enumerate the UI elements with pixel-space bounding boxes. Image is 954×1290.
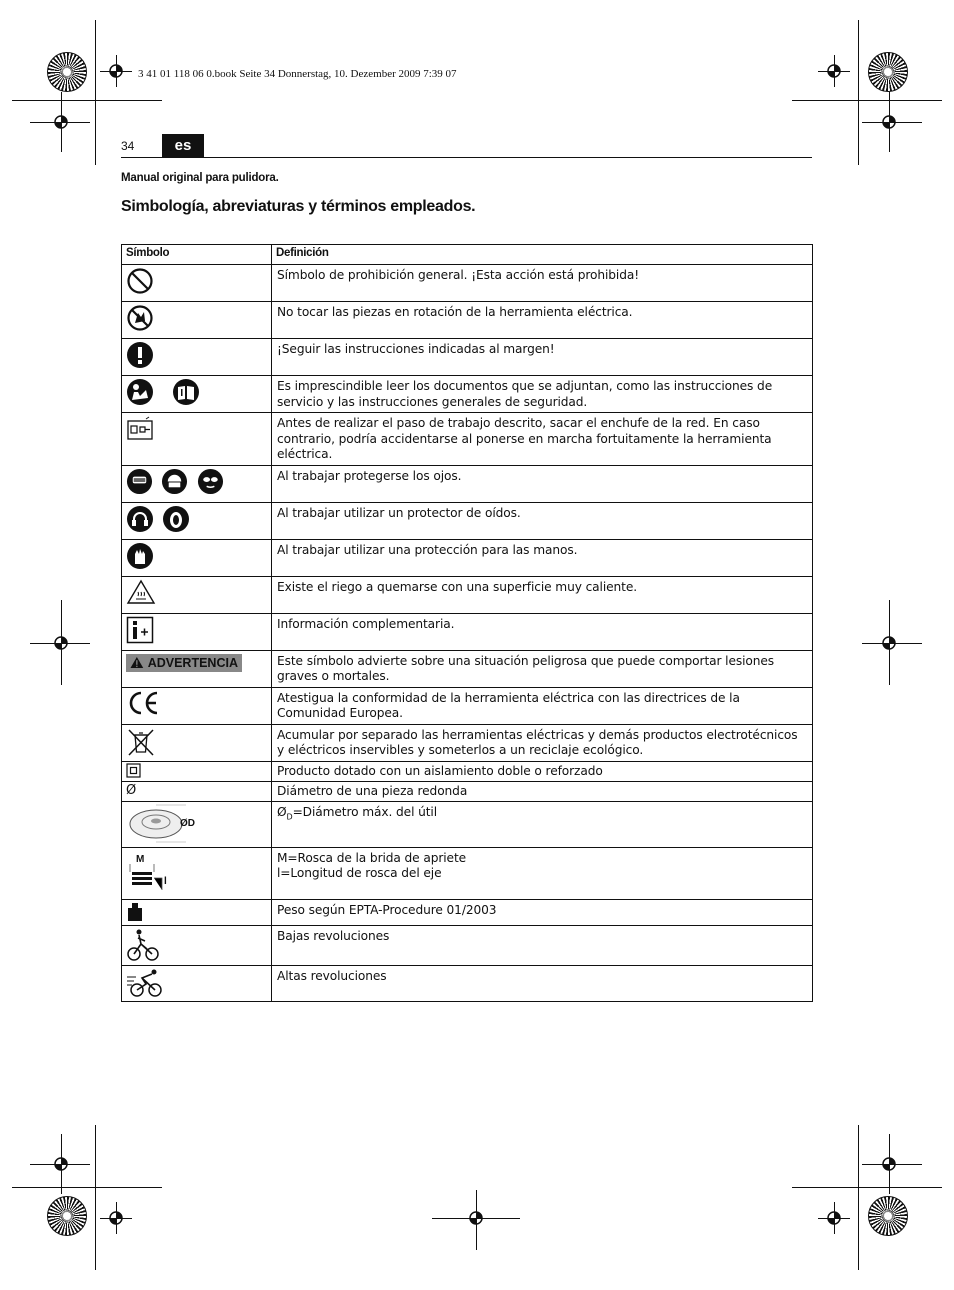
table-row (122, 650, 813, 687)
definition-cell: Atestigua la conformidad de la herramienta eléctrica con las directrices de la Comunidad Europea. (272, 687, 813, 724)
definition-line: l=Longitud de rosca del eje (277, 866, 442, 880)
symbol-cell (122, 576, 272, 613)
column-header-symbol: Símbolo (122, 245, 272, 265)
definition-cell: Peso según EPTA-Procedure 01/2003 (272, 899, 813, 925)
symbol-cell (122, 265, 272, 302)
symbol-cell (122, 302, 272, 339)
table-row (122, 687, 813, 724)
info-icon (126, 616, 154, 644)
symbol-cell (122, 650, 272, 687)
header-rule (121, 157, 812, 158)
table-row (122, 761, 813, 781)
table-row (122, 302, 813, 339)
table-header-row (122, 245, 813, 265)
disc-diameter-label: ØD (180, 817, 195, 829)
definition-cell: Antes de realizar el paso de trabajo descrito, sacar el enchufe de la red. En caso contrario, podría accidentarse al ponerse en marcha fortuitamente la herramienta eléctrica. (272, 413, 813, 466)
bicycle-fast-icon (126, 968, 164, 998)
symbol-cell (122, 687, 272, 724)
definition-cell (272, 847, 813, 899)
table-row (122, 539, 813, 576)
manual-subtitle: Manual original para pulidora. (121, 172, 279, 184)
weight-icon (126, 902, 144, 922)
symbol-cell (122, 465, 272, 502)
definition-cell: Existe el riego a quemarse con una superficie muy caliente. (272, 576, 813, 613)
manual-book-icon (172, 378, 200, 406)
bicycle-slow-icon (126, 928, 160, 962)
face-shield-icon (126, 468, 153, 495)
definition-cell: Este símbolo advierte sobre una situación peligrosa que puede comportar lesiones graves o mortales. (272, 650, 813, 687)
prohibition-icon (126, 267, 154, 295)
symbol-cell (122, 376, 272, 413)
do-not-touch-rotating-icon (126, 304, 154, 332)
diameter-rest: =Diámetro máx. del útil (292, 804, 438, 819)
table-row (122, 781, 813, 801)
definition-cell: Diámetro de una pieza redonda (272, 781, 813, 801)
diameter-prefix: Ø (277, 804, 287, 819)
symbol-cell (122, 801, 272, 847)
symbol-cell (122, 761, 272, 781)
definition-cell: Al trabajar utilizar un protector de oídos. (272, 502, 813, 539)
definition-cell: ¡Seguir las instrucciones indicadas al margen! (272, 339, 813, 376)
table-row (122, 801, 813, 847)
hot-surface-warning-icon (126, 579, 156, 605)
definition-cell: Bajas revoluciones (272, 925, 813, 965)
table-row (122, 965, 813, 1001)
warning-badge (126, 654, 242, 672)
read-manual-icon (126, 378, 154, 406)
table-row (122, 576, 813, 613)
warning-triangle-icon (130, 656, 144, 669)
unplug-icon (126, 415, 154, 441)
ear-muff-icon (162, 505, 190, 533)
language-tab: es (162, 134, 204, 157)
double-insulation-icon (126, 763, 141, 778)
symbol-cell (122, 899, 272, 925)
symbols-table (121, 244, 813, 1002)
thread-m-label: M (136, 853, 145, 865)
table-row (122, 339, 813, 376)
definition-cell (272, 801, 813, 847)
symbol-cell (122, 965, 272, 1001)
definition-cell: Información complementaria. (272, 613, 813, 650)
symbol-cell (122, 925, 272, 965)
symbol-cell (122, 339, 272, 376)
table-row (122, 899, 813, 925)
column-header-definition: Definición (272, 245, 813, 265)
definition-cell: Es imprescindible leer los documentos que se adjuntan, como las instrucciones de servicio y las instrucciones generales de seguridad. (272, 376, 813, 413)
table-row (122, 413, 813, 466)
page-number: 34 (121, 139, 135, 153)
symbol-cell (122, 539, 272, 576)
symbol-cell (122, 613, 272, 650)
thread-l-label: l (164, 875, 167, 887)
table-row (122, 847, 813, 899)
helmet-visor-icon (161, 468, 188, 495)
ear-protection-icon (126, 505, 154, 533)
weee-bin-icon (126, 727, 156, 757)
definition-cell: Acumular por separado las herramientas eléctricas y demás productos electrotécnicos y eléctricos inservibles y someterlos a un reciclaje ecológico. (272, 724, 813, 761)
table-row (122, 265, 813, 302)
definition-cell: Altas revoluciones (272, 965, 813, 1001)
definition-cell: No tocar las piezas en rotación de la herramienta eléctrica. (272, 302, 813, 339)
table-row (122, 925, 813, 965)
definition-cell: Producto dotado con un aislamiento doble o reforzado (272, 761, 813, 781)
definition-cell: Al trabajar protegerse los ojos. (272, 465, 813, 502)
table-row (122, 502, 813, 539)
gloves-icon (126, 542, 154, 570)
symbol-cell (122, 413, 272, 466)
ce-mark-icon (126, 690, 160, 716)
symbol-cell (122, 847, 272, 899)
symbol-cell (122, 502, 272, 539)
exclamation-icon (126, 341, 154, 369)
safety-goggles-icon (197, 468, 224, 495)
section-title: Simbología, abreviaturas y términos empleados. (121, 198, 476, 215)
table-row (122, 613, 813, 650)
diameter-subscript: D (286, 811, 293, 821)
definition-line: M=Rosca de la brida de apriete (277, 850, 467, 865)
thread-dimension-icon (126, 850, 171, 892)
symbol-cell: Ø (122, 781, 272, 801)
disc-diameter-icon (126, 804, 206, 844)
symbol-cell (122, 724, 272, 761)
table-row (122, 376, 813, 413)
table-row (122, 465, 813, 502)
definition-cell: Al trabajar utilizar una protección para las manos. (272, 539, 813, 576)
book-file-info: 3 41 01 118 06 0.book Seite 34 Donnerstag, 10. Dezember 2009 7:39 07 (138, 68, 457, 80)
warning-badge-label: ADVERTENCIA (147, 655, 238, 670)
definition-cell: Símbolo de prohibición general. ¡Esta acción está prohibida! (272, 265, 813, 302)
table-row (122, 724, 813, 761)
